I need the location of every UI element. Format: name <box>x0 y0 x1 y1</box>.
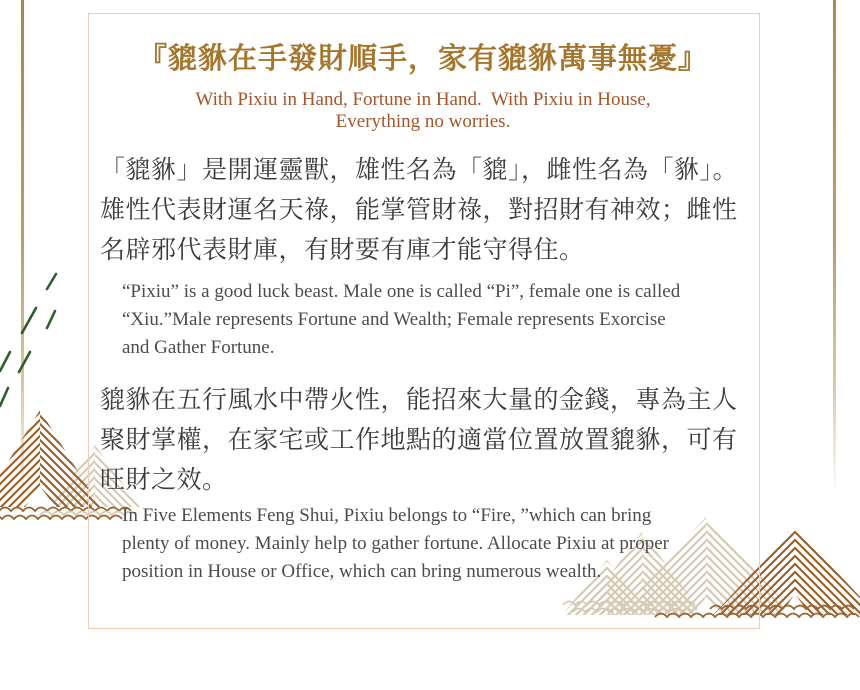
text-line: 雄性代表財運名天祿，能掌管財祿，對招財有神效；雌性 <box>100 196 738 224</box>
subtitle-line: With Pixiu in Hand, Fortune in Hand. With Pixiu in House, <box>195 89 651 110</box>
text-line: 貔貅在五行風水中帶火性，能招來大量的金錢，專為主人 <box>100 386 738 414</box>
text-line: 聚財掌權，在家宅或工作地點的適當位置放置貔貅，可有 <box>100 426 738 454</box>
subtitle-line: Everything no worries. <box>335 111 511 132</box>
page-title: 『貔貅在手發財順手，家有貔貅萬事無憂』 <box>137 43 708 75</box>
page-subtitle <box>88 89 758 133</box>
text-line: “Xiu.”Male represents Fortune and Wealth; Female represents Exorcise <box>122 309 666 330</box>
paragraph-english-2 <box>122 502 752 586</box>
right-vertical-rule-ornament <box>833 0 836 495</box>
text-line: In Five Elements Feng Shui, Pixiu belongs to “Fire, ”which can bring <box>122 505 652 526</box>
text-line: 名辟邪代表財庫，有財要有庫才能守得住。 <box>100 236 585 264</box>
text-line: and Gather Fortune. <box>122 337 275 358</box>
text-line: 「貔貅」是開運靈獸，雄性名為「貔」，雌性名為「貅」。 <box>100 156 739 184</box>
text-line: plenty of money. Mainly help to gather fortune. Allocate Pixiu at proper <box>122 533 669 554</box>
text-line: position in House or Office, which can bring numerous wealth. <box>122 561 602 582</box>
paragraph-chinese-1 <box>100 150 755 270</box>
paragraph-english-1 <box>122 278 752 362</box>
rain-stroke-ornament-icon <box>0 265 60 415</box>
paragraph-chinese-2 <box>100 380 755 500</box>
text-line: 旺財之效。 <box>100 466 228 494</box>
text-line: “Pixiu” is a good luck beast. Male one is called “Pi”, female one is called <box>122 281 681 302</box>
